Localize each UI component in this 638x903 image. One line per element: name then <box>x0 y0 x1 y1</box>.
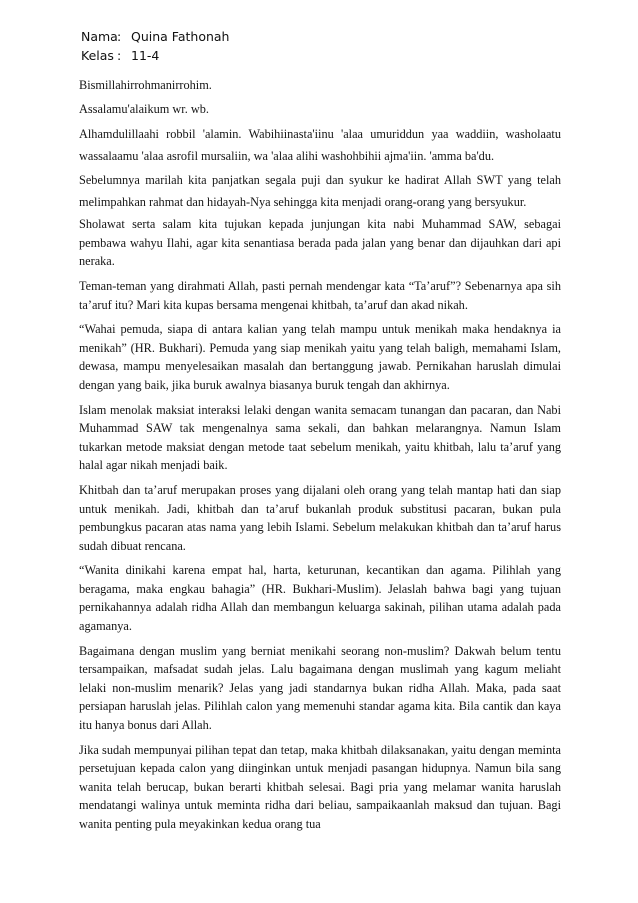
class-row <box>81 46 229 65</box>
paragraph-pemuda: “Wahai pemuda, siapa di antara kalian yang telah mampu untuk menikah maka hendaknya ia menikah” (HR. Bukhari). Pemuda yang siap menikah yaitu yang telah baligh, memahami Islam, dewasa, mampu menyelesaikan masalah dan bertanggung jawab. Pernikahan haruslah dimulai dengan yang baik, jika buruk awalnya biasanya buruk tengah dan akhirnya. <box>79 322 561 392</box>
class-label: Kelas <box>81 48 114 63</box>
paragraph-non-muslim: Bagaimana dengan muslim yang berniat menikahi seorang non-muslim? Dakwah belum tentu tersampaikan, mafsadat sudah jelas. Lalu bagaimana dengan muslimah yang kagum meliaht lelaki non-muslim menarik? Jelas yang jadi standarnya bukan ridha Allah. Maka, pada saat persiapan haruslah jelas. Pilihlah calon yang memenuhi standar agama kita. Bila cantik dan kaya itu hanya bonus dari Allah. <box>79 643 561 733</box>
name-separator: : <box>117 29 122 44</box>
paragraph-khitbah-taaruf: Khitbah dan ta’aruf merupakan proses yang dijalani oleh orang yang telah mantap hati dan siap untuk menikah. Jadi, khitbah dan ta’aruf bukanlah produk substitusi pacaran, bukan pula pembungkus pacaran atas nama yang lebih Islami. Sebelum melakukan khitbah dan ta’aruf harus sudah dibuat rencana. <box>79 482 561 553</box>
paragraph-praise: Alhamdulillaahi robbil 'alamin. Wabihiinasta'iinu 'alaa umuriddun yaa waddiin, washolaatu wassalaamu 'alaa asrofil mursaliin, wa 'alaa alihi washohbihii ajma'iin. 'amma ba'du. <box>79 127 561 164</box>
name-row <box>81 27 229 46</box>
name-label: Nama <box>81 29 118 44</box>
document-body <box>79 76 561 840</box>
paragraph-khitbah-process: Jika sudah mempunyai pilihan tepat dan tetap, maka khitbah dilaksanakan, yaitu dengan meminta persetujuan kepada calon yang diinginkan untuk menjadi pasangan hidupnya. Namun bila sang wanita telah berucap, bukan berarti khitbah selesai. Bagi pria yang melamar wanita haruslah mendatangi walinya untuk meminta ridha dari beliau, sampaikaanlah maksud dan tujuan. Bagi wanita penting pula meyakinkan kedua orang tua <box>79 742 561 831</box>
name-value: Quina Fathonah <box>131 29 230 44</box>
opening-basmala: Bismillahirrohmanirrohim. <box>79 78 212 92</box>
paragraph-taaruf-intro: Teman-teman yang dirahmati Allah, pasti pernah mendengar kata “Ta’aruf”? Sebenarnya apa sih ta’aruf itu? Mari kita kupas bersama mengenai khitbah, ta’aruf dan akad nikah. <box>79 278 561 312</box>
paragraph-wanita-dinikahi: “Wanita dinikahi karena empat hal, harta, keturunan, kecantikan dan agama. Pilihlah yang beragama, maka engkau bahagia” (HR. Bukhari-Muslim). Jelaslah bahwa bagi yang tujuan pernikahannya adalah ridha Allah dan membangun keluarga sakinah, pilihan utama adalah pada agamanya. <box>79 563 561 634</box>
paragraph-gratitude: Sebelumnya marilah kita panjatkan segala puji dan syukur ke hadirat Allah SWT yang telah melimpahkan rahmat dan hidayah-Nya sehingga kita menjadi orang-orang yang bersyukur. <box>79 173 561 210</box>
paragraph-sholawat: Sholawat serta salam kita tujukan kepada junjungan kita nabi Muhammad SAW, sebagai pembawa wahyu Ilahi, agar kita senantiasa berada pada jalan yang benar dan dijauhkan dari api neraka. <box>79 217 561 269</box>
paragraph-islam-menolak: Islam menolak maksiat interaksi lelaki dengan wanita semacam tunangan dan pacaran, dan Nabi Muhammad SAW tak mengenalnya sama sekali, dan bahkan melarangnya. Namun Islam tukarkan metode maksiat dengan metode taat sebelum menikah, yaitu khitbah, lalu ta’aruf yang halal agar nikah menjadi baik. <box>79 402 561 473</box>
opening-greeting: Assalamu'alaikum wr. wb. <box>79 101 209 116</box>
class-value: 11-4 <box>131 48 160 63</box>
class-separator: : <box>117 48 122 63</box>
author-info <box>81 27 229 65</box>
